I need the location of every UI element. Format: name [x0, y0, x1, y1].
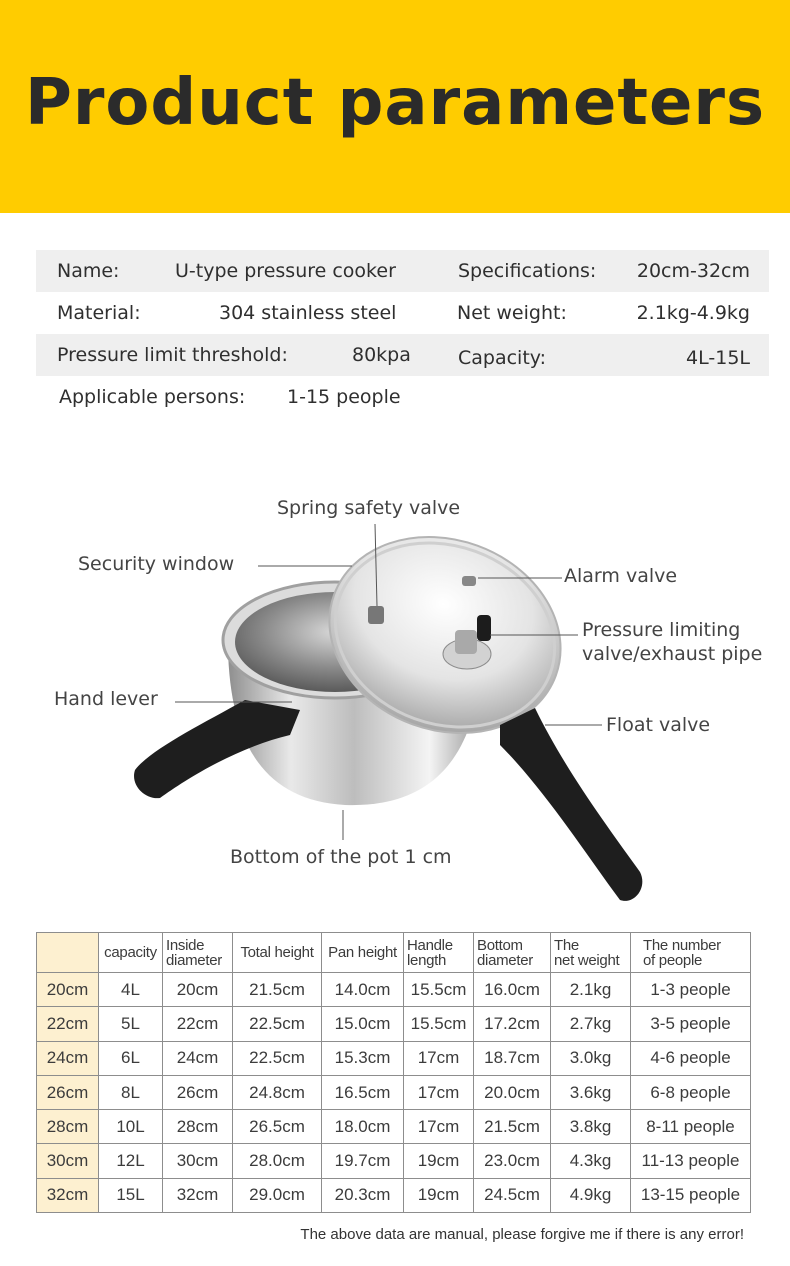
- header-pan-height: Pan height: [322, 933, 404, 973]
- header-capacity: capacity: [99, 933, 163, 973]
- table-cell: 13-15 people: [631, 1178, 751, 1212]
- table-cell: 8L: [99, 1075, 163, 1109]
- material-value: 304 stainless steel: [219, 302, 397, 324]
- table-row: [37, 1075, 751, 1109]
- header-size: [37, 933, 99, 973]
- header-number-of-people: The number of people: [631, 933, 751, 973]
- table-cell: 6L: [99, 1041, 163, 1075]
- table-cell: 18.0cm: [322, 1110, 404, 1144]
- table-row: [37, 1007, 751, 1041]
- persons-value: 1-15 people: [287, 386, 401, 408]
- net-weight-value: 2.1kg-4.9kg: [636, 302, 750, 324]
- name-label: Name:: [57, 260, 120, 282]
- table-cell: 30cm: [37, 1144, 99, 1178]
- table-cell: 3.6kg: [551, 1075, 631, 1109]
- table-cell: 28cm: [37, 1110, 99, 1144]
- header-net-weight: The net weight: [551, 933, 631, 973]
- table-cell: 24.8cm: [233, 1075, 322, 1109]
- table-cell: 22.5cm: [233, 1041, 322, 1075]
- header-handle-length: Handle length: [404, 933, 474, 973]
- spec-row-name: [36, 250, 769, 292]
- spring-safety-valve-shape: [368, 606, 384, 624]
- table-cell: 19.7cm: [322, 1144, 404, 1178]
- alarm-valve-shape: [462, 576, 476, 586]
- table-cell: 8-11 people: [631, 1110, 751, 1144]
- spec-row-material: [36, 292, 769, 334]
- table-cell: 15.0cm: [322, 1007, 404, 1041]
- table-row: [37, 1041, 751, 1075]
- table-cell: 6-8 people: [631, 1075, 751, 1109]
- table-cell: 10L: [99, 1110, 163, 1144]
- spec-row-pressure: [36, 334, 769, 376]
- pressure-limiting-line-2: valve/exhaust pipe: [582, 643, 763, 665]
- table-cell: 4.9kg: [551, 1178, 631, 1212]
- table-row: [37, 1110, 751, 1144]
- table-cell: 32cm: [163, 1178, 233, 1212]
- table-cell: 22cm: [37, 1007, 99, 1041]
- table-cell: 1-3 people: [631, 973, 751, 1007]
- name-value: U-type pressure cooker: [175, 260, 396, 282]
- table-cell: 21.5cm: [474, 1110, 551, 1144]
- pressure-value: 80kpa: [352, 344, 411, 366]
- material-label: Material:: [57, 302, 141, 324]
- table-cell: 21.5cm: [233, 973, 322, 1007]
- table-cell: 26cm: [163, 1075, 233, 1109]
- spec-row-persons: [36, 376, 769, 418]
- table-cell: 24.5cm: [474, 1178, 551, 1212]
- spec-list: [36, 250, 769, 418]
- hand-lever-label: Hand lever: [54, 688, 158, 710]
- table-cell: 30cm: [163, 1144, 233, 1178]
- disclaimer-note: The above data are manual, please forgive me if there is any error!: [300, 1226, 744, 1243]
- bottom-of-pot-label: Bottom of the pot 1 cm: [230, 846, 452, 868]
- table-cell: 3-5 people: [631, 1007, 751, 1041]
- table-cell: 14.0cm: [322, 973, 404, 1007]
- table-cell: 16.5cm: [322, 1075, 404, 1109]
- table-cell: 19cm: [404, 1178, 474, 1212]
- capacity-value: 4L-15L: [686, 347, 750, 369]
- table-body: [37, 973, 751, 1213]
- persons-label: Applicable persons:: [59, 386, 246, 408]
- table-cell: 2.7kg: [551, 1007, 631, 1041]
- table-row: [37, 973, 751, 1007]
- pressure-limiting-valve-label: [582, 618, 762, 666]
- table-cell: 20.3cm: [322, 1178, 404, 1212]
- table-cell: 15.3cm: [322, 1041, 404, 1075]
- net-weight-label: Net weight:: [457, 302, 567, 324]
- table-cell: 12L: [99, 1144, 163, 1178]
- table-cell: 32cm: [37, 1178, 99, 1212]
- table-cell: 17.2cm: [474, 1007, 551, 1041]
- table-cell: 15L: [99, 1178, 163, 1212]
- table-cell: 3.0kg: [551, 1041, 631, 1075]
- table-cell: 15.5cm: [404, 1007, 474, 1041]
- table-header-row: [37, 933, 751, 973]
- table-cell: 15.5cm: [404, 973, 474, 1007]
- specifications-value: 20cm-32cm: [636, 260, 750, 282]
- table-cell: 20cm: [37, 973, 99, 1007]
- pressure-valve-cap: [455, 630, 477, 654]
- table-cell: 29.0cm: [233, 1178, 322, 1212]
- pressure-valve-knob: [477, 615, 491, 641]
- table-cell: 4-6 people: [631, 1041, 751, 1075]
- table-cell: 20.0cm: [474, 1075, 551, 1109]
- table-cell: 17cm: [404, 1110, 474, 1144]
- header-banner: [0, 0, 790, 213]
- table-cell: 23.0cm: [474, 1144, 551, 1178]
- table-cell: 18.7cm: [474, 1041, 551, 1075]
- table-cell: 19cm: [404, 1144, 474, 1178]
- product-diagram: [0, 480, 790, 910]
- specifications-label: Specifications:: [458, 260, 597, 282]
- table-cell: 17cm: [404, 1041, 474, 1075]
- table-cell: 5L: [99, 1007, 163, 1041]
- table-cell: 4L: [99, 973, 163, 1007]
- table-row: [37, 1144, 751, 1178]
- float-valve-handle-shape: [500, 708, 642, 901]
- table-cell: 2.1kg: [551, 973, 631, 1007]
- table-cell: 24cm: [163, 1041, 233, 1075]
- table-cell: 20cm: [163, 973, 233, 1007]
- spring-safety-valve-label: Spring safety valve: [277, 497, 461, 519]
- table-cell: 22cm: [163, 1007, 233, 1041]
- header-total-height: Total height: [233, 933, 322, 973]
- header-bottom-diameter: Bottom diameter: [474, 933, 551, 973]
- table-cell: 4.3kg: [551, 1144, 631, 1178]
- float-valve-label: Float valve: [606, 714, 711, 736]
- security-window-label: Security window: [78, 553, 235, 575]
- table-cell: 17cm: [404, 1075, 474, 1109]
- parameter-table: [36, 932, 751, 1213]
- table-cell: 28cm: [163, 1110, 233, 1144]
- table-cell: 22.5cm: [233, 1007, 322, 1041]
- table-cell: 26cm: [37, 1075, 99, 1109]
- pressure-limiting-line-1: Pressure limiting: [582, 619, 741, 641]
- alarm-valve-label: Alarm valve: [564, 565, 678, 587]
- table-cell: 24cm: [37, 1041, 99, 1075]
- table-cell: 3.8kg: [551, 1110, 631, 1144]
- page-title: Product parameters: [24, 66, 766, 140]
- capacity-label: Capacity:: [458, 347, 547, 369]
- table-cell: 11-13 people: [631, 1144, 751, 1178]
- pressure-label: Pressure limit threshold:: [57, 344, 288, 366]
- table-cell: 16.0cm: [474, 973, 551, 1007]
- header-inside-diameter: Inside diameter: [163, 933, 233, 973]
- table-row: [37, 1178, 751, 1212]
- table-cell: 28.0cm: [233, 1144, 322, 1178]
- table-cell: 26.5cm: [233, 1110, 322, 1144]
